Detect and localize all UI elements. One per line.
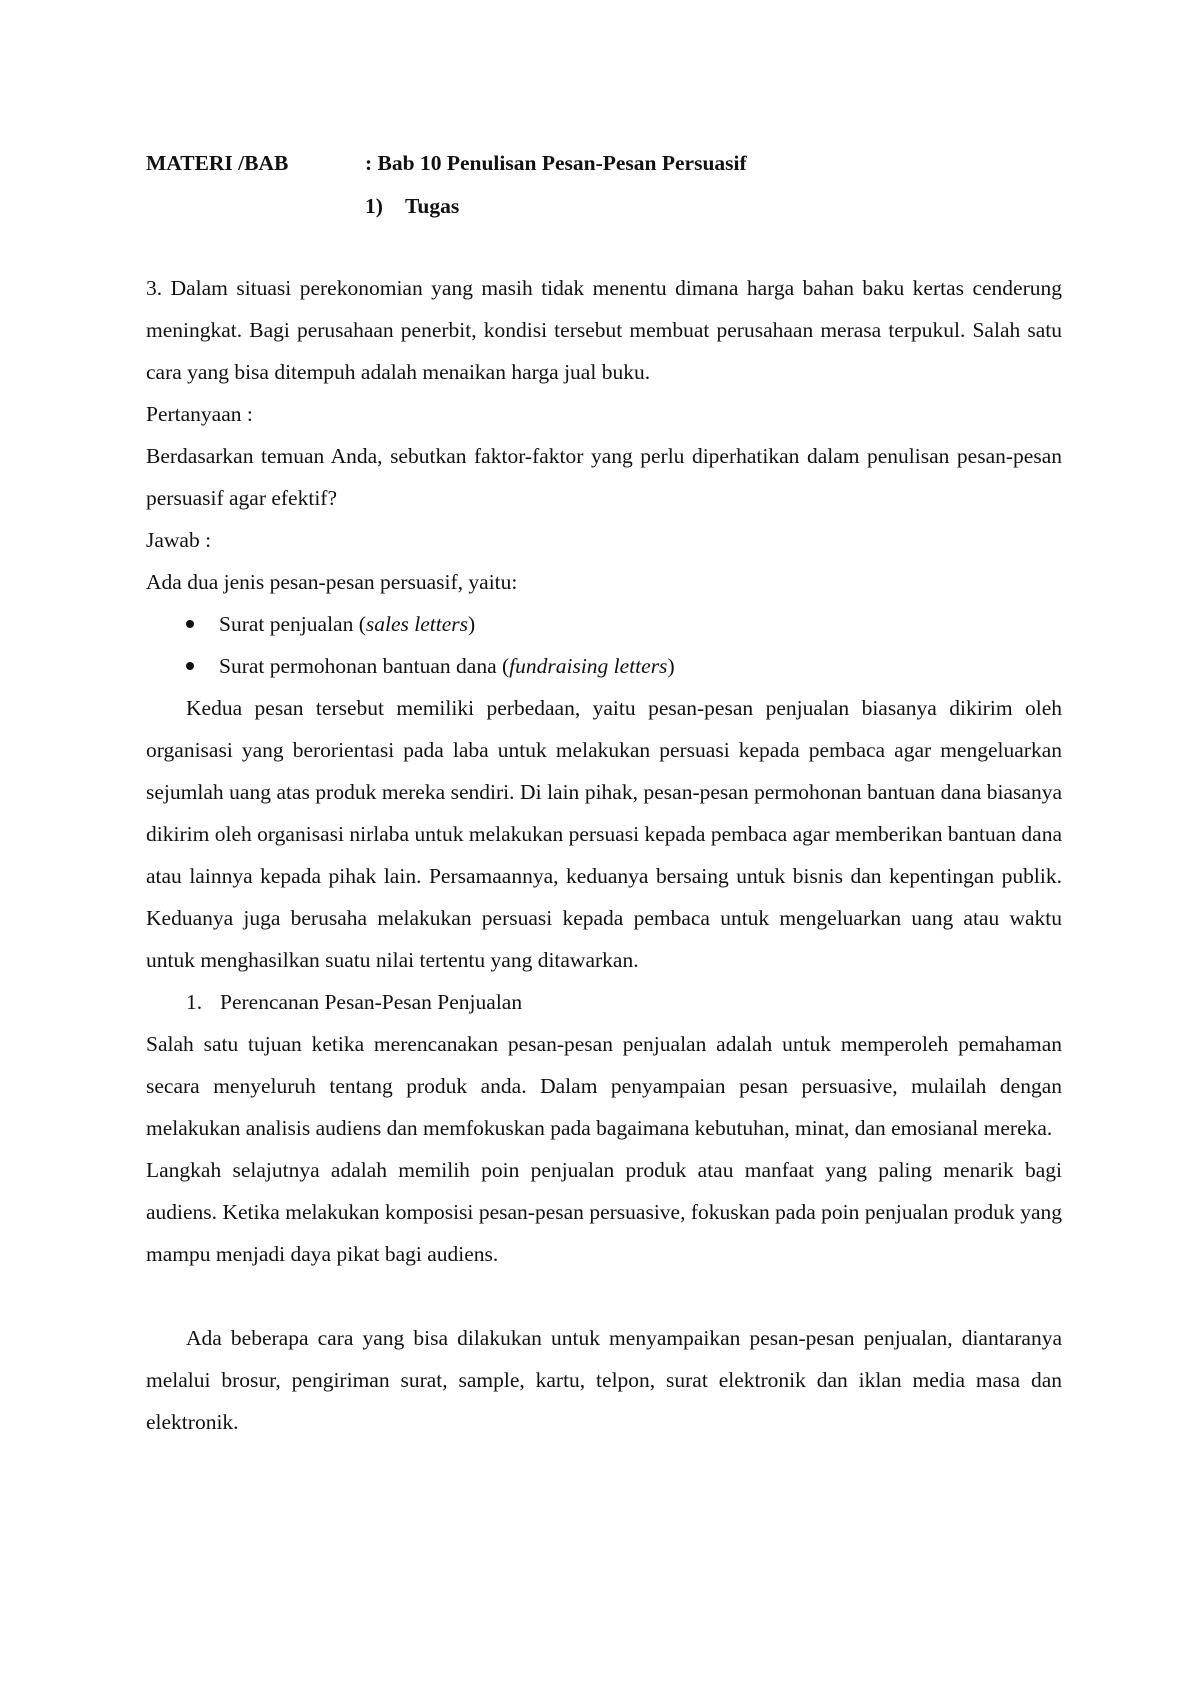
numbered-text: Perencanan Pesan-Pesan Penjualan: [220, 990, 523, 1014]
bullet-icon: [186, 620, 194, 628]
header-sub-number: 1): [365, 194, 383, 218]
intro-line: Ada dua jenis pesan-pesan persuasif, yaitu:: [146, 570, 518, 594]
spacer: [146, 227, 1062, 267]
pertanyaan-text: Berdasarkan temuan Anda, sebutkan faktor-faktor yang perlu diperhatikan dalam penulisan pesan-pesan persuasif agar efektif?: [146, 444, 1062, 510]
bullet-list: [146, 603, 1062, 687]
ada-paragraph: Ada beberapa cara yang bisa dilakukan untuk menyampaikan pesan-pesan penjualan, diantaranya melalui brosur, pengiriman surat, sample, kartu, telpon, surat elektronik dan iklan media masa dan elektronik.: [146, 1326, 1062, 1434]
document-content: [146, 142, 1062, 1443]
header-row: [146, 142, 1062, 184]
salah-paragraph: Salah satu tujuan ketika merencanakan pesan-pesan penjualan adalah untuk memperoleh pemahaman secara menyeluruh tentang produk anda. Dalam penyampaian pesan persuasive, mulailah dengan melakukan analisis audiens dan memfokuskan pada bagaimana kebutuhan, minat, dan emosianal mereka.: [146, 1032, 1062, 1140]
header-sub-label: Tugas: [405, 194, 460, 218]
kedua-paragraph: Kedua pesan tersebut memiliki perbedaan, yaitu pesan-pesan penjualan biasanya dikirim oleh organisasi yang berorientasi pada laba untuk melakukan persuasi kepada pembaca agar mengeluarkan sejumlah uang atas produk mereka sendiri. Di lain pihak, pesan-pesan permohonan bantuan dana biasanya dikirim oleh organisasi nirlaba untuk melakukan persuasi kepada pembaca agar memberikan bantuan dana atau lainnya kepada pihak lain. Persamaannya, keduanya bersaing untuk bisnis dan kepentingan publik. Keduanya juga berusaha melakukan persuasi kepada pembaca untuk mengeluarkan uang atau waktu untuk menghasilkan suatu nilai tertentu yang ditawarkan.: [146, 696, 1062, 972]
list-item: [146, 645, 1062, 687]
header-subitem: [146, 185, 1062, 227]
list-item: [146, 603, 1062, 645]
header-label: MATERI /BAB: [146, 151, 289, 175]
langkah-paragraph: Langkah selajutnya adalah memilih poin penjualan produk atau manfaat yang paling menarik bagi audiens. Ketika melakukan komposisi pesan-pesan persuasive, fokuskan pada poin penjualan produk yang mampu menjadi daya pikat bagi audiens.: [146, 1158, 1062, 1266]
jawab-label: Jawab :: [146, 528, 212, 552]
numbered-heading: [146, 981, 1062, 1023]
pertanyaan-label: Pertanyaan :: [146, 402, 253, 426]
numbered-index: 1.: [186, 990, 203, 1014]
header-title: : Bab 10 Penulisan Pesan-Pesan Persuasif: [365, 151, 747, 175]
bullet-icon: [186, 662, 194, 670]
bullet-end: ): [468, 612, 476, 636]
spacer: [146, 1275, 1062, 1317]
bullet-end: ): [667, 654, 675, 678]
bullet-italic: sales letters: [365, 612, 468, 636]
bullet-text: Surat permohonan bantuan dana (: [219, 654, 510, 678]
bullet-text: Surat penjualan (: [219, 612, 366, 636]
question-paragraph: 3. Dalam situasi perekonomian yang masih tidak menentu dimana harga bahan baku kertas cenderung meningkat. Bagi perusahaan penerbit, kondisi tersebut membuat perusahaan merasa terpukul. Salah satu cara yang bisa ditempuh adalah menaikan harga jual buku.: [146, 276, 1062, 384]
bullet-italic: fundraising letters: [509, 654, 668, 678]
